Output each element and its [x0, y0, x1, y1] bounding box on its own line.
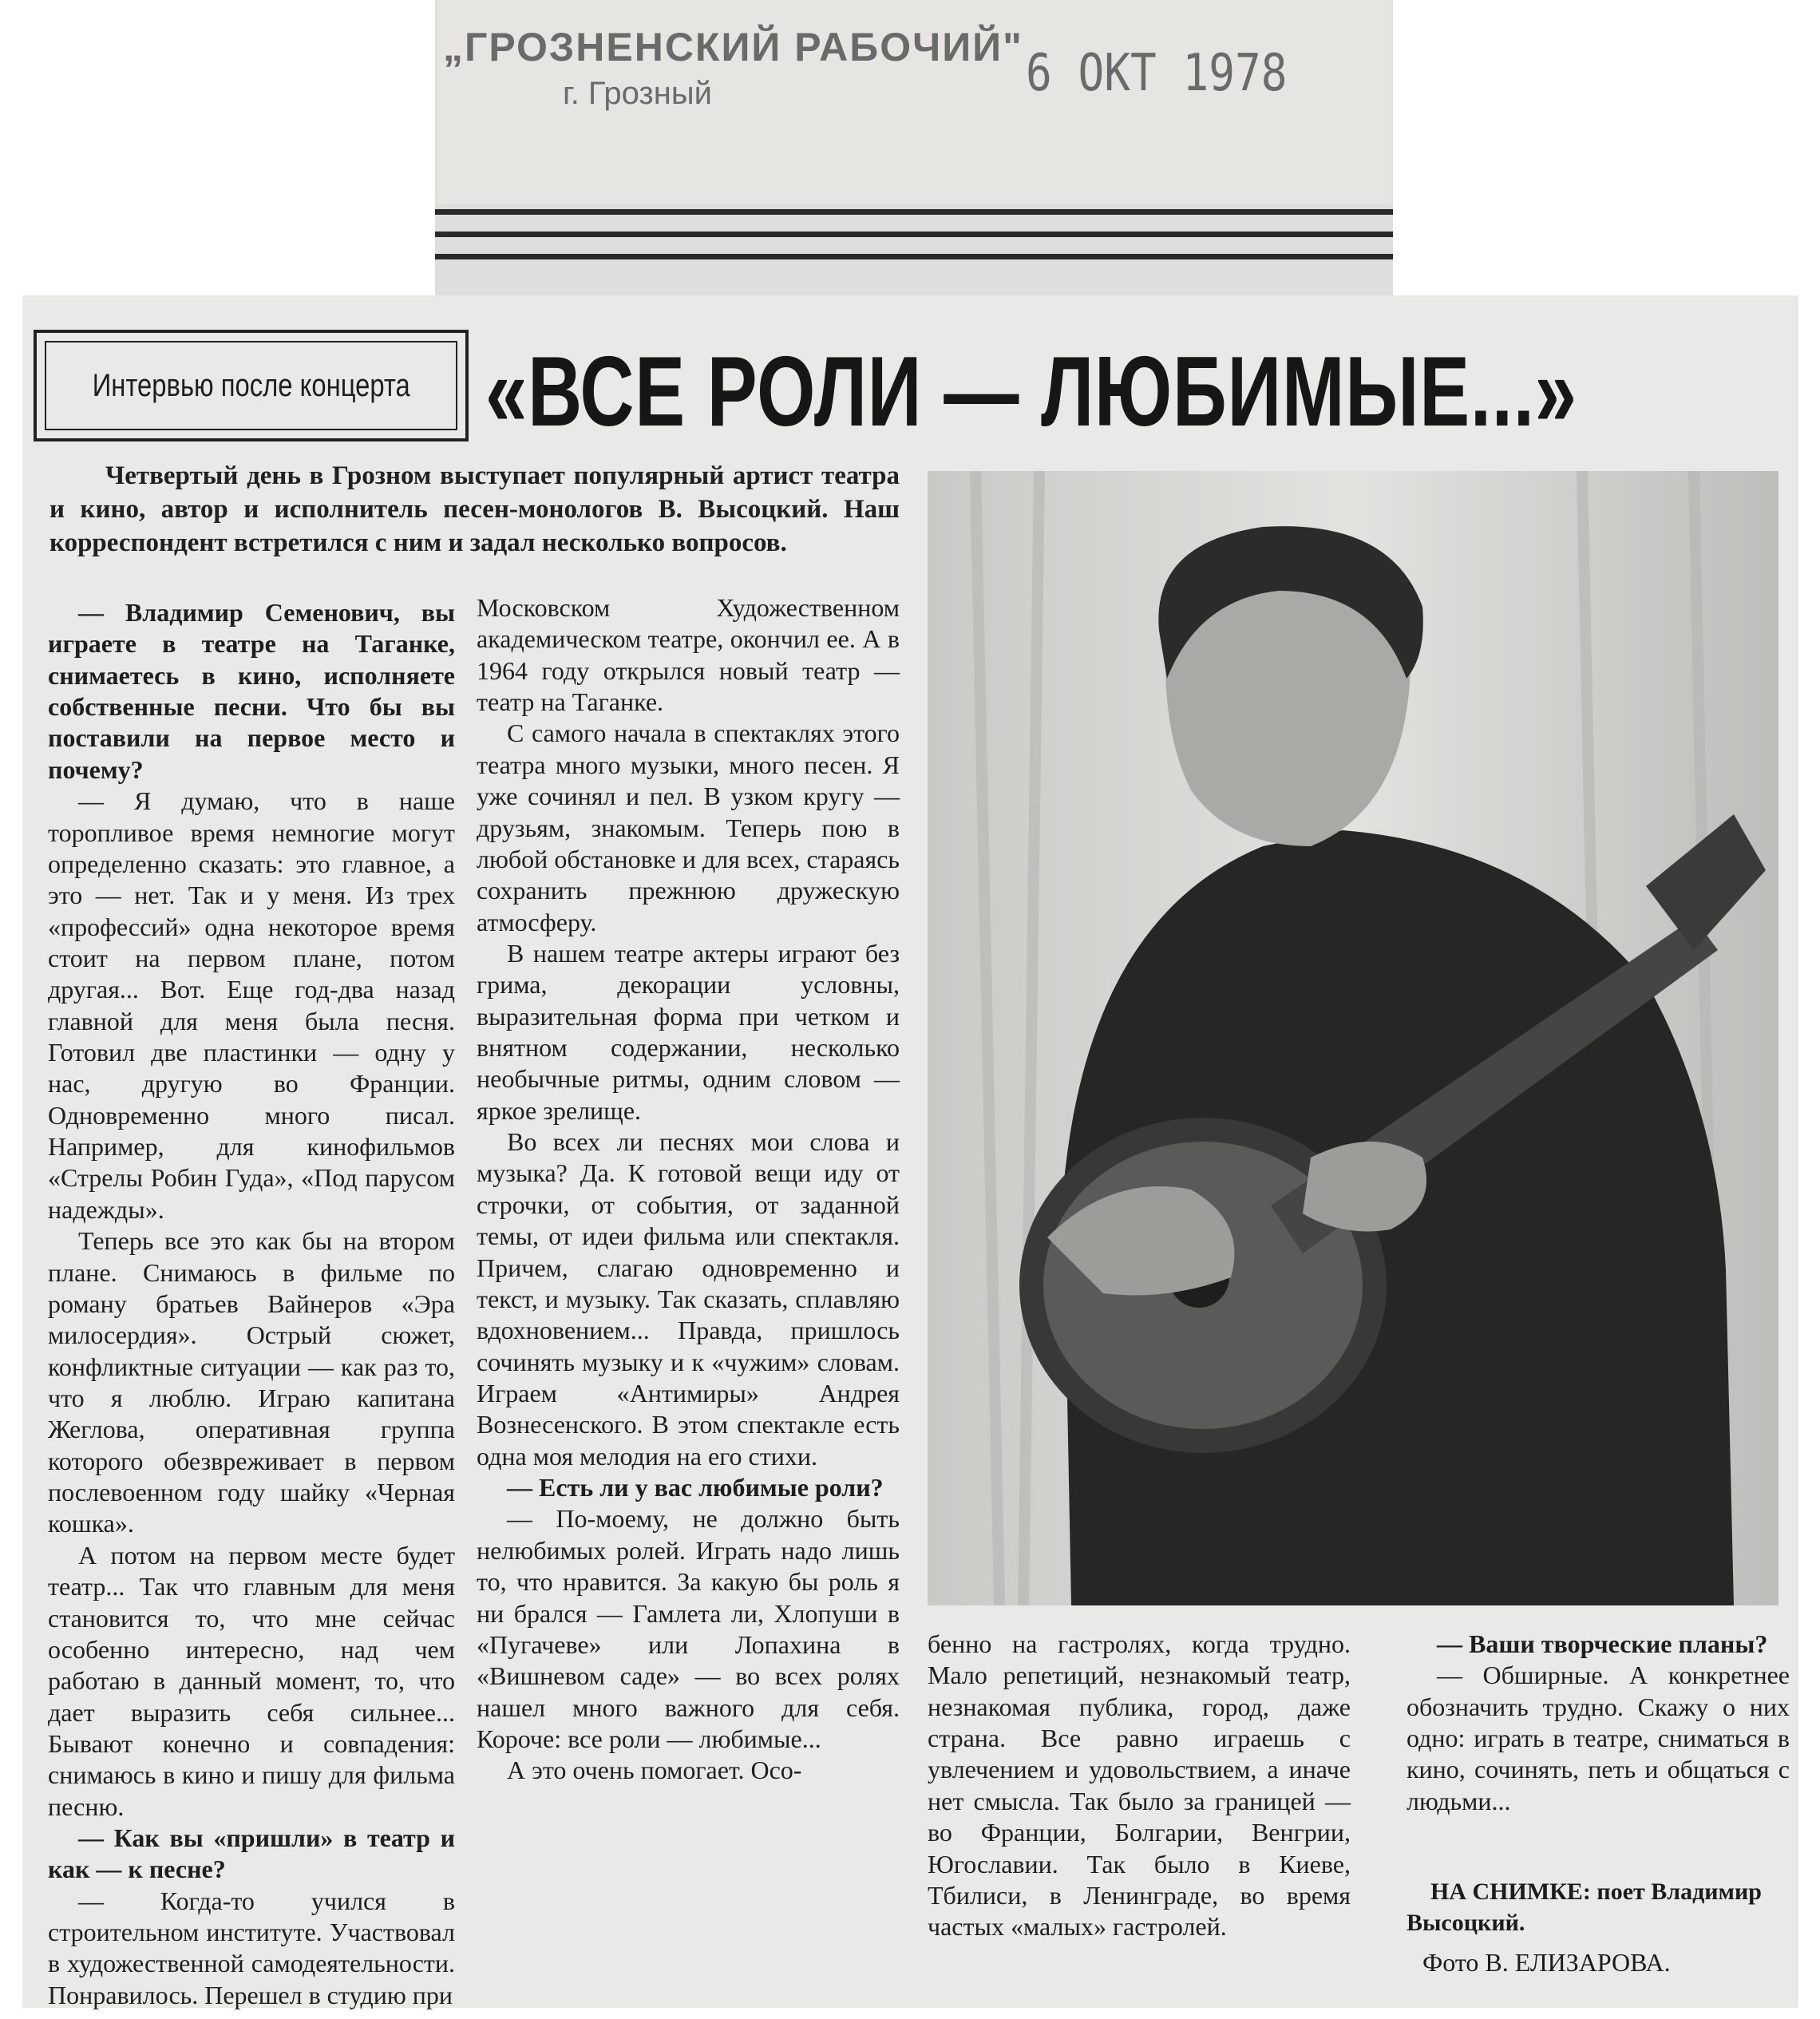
- answer-paragraph: Московском Художественном академическом театре, окончил ее. А в 1964 году открылся новый театр — театр на Таганке.: [477, 593, 900, 717]
- answer-paragraph: — Когда-то учился в строительном институте. Участвовал в художественной самодеятельности. Понравилось. Перешел в студию при: [48, 1886, 455, 2009]
- rubric-label: Интервью после концерта: [92, 367, 410, 403]
- city-name: г. Грозный: [563, 76, 712, 111]
- column-1: [48, 597, 455, 2011]
- rubric-box: [34, 330, 469, 441]
- answer-paragraph: С самого начала в спектаклях этого театра много музыки, много песен. Я уже сочинял и пел. В узком кругу — друзьям, знакомым. Теперь пою в любой обстановке и для всех, стараясь сохранить прежнюю дружескую атмосферу.: [477, 719, 900, 936]
- answer-paragraph: — Обширные. А конкретнее обозначить трудно. Скажу о них одно: играть в театре, сниматься в кино, сочинять, петь и общаться с людьми...: [1407, 1661, 1790, 1815]
- column-4: [1407, 1629, 1790, 1817]
- newspaper-name: „ГРОЗНЕНСКИЙ РАБОЧИЙ": [443, 25, 1023, 69]
- question: — Как вы «пришли» в театр и как — к песне?: [48, 1823, 455, 1884]
- lead-paragraph: Четвертый день в Грозном выступает популярный артист театра и кино, автор и исполнитель песен-монологов В. Высоцкий. Наш корреспондент встретился с ним и задал несколько вопросов.: [49, 461, 900, 558]
- stamp-rule: [435, 209, 1393, 215]
- answer-paragraph: В нашем театре актеры играют без грима, декорации условны, выразительная форма при четком и внятном содержании, несколько необычные ритмы, одним словом — яркое зрелище.: [477, 938, 900, 1125]
- question: — Владимир Семенович, вы играете в театре на Таганке, снимаетесь в кино, исполняете собственные песни. Что бы вы поставили на первое место и почему?: [48, 598, 455, 784]
- singer-with-guitar-illustration: [928, 471, 1778, 1605]
- question: — Есть ли у вас любимые роли?: [507, 1473, 884, 1502]
- answer-paragraph: А потом на первом месте будет театр... Так что главным для меня становится то, что мне сейчас особенно интересно, над чем работаю в данный момент, то, что дает выразить себя сильнее... Бывают конечно и совпадения: снимаюсь в кино и пишу для фильма песню.: [48, 1540, 455, 1821]
- photo-caption: НА СНИМКЕ: поет Владимир Высоцкий.: [1407, 1878, 1762, 1936]
- answer-paragraph: Во всех ли песнях мои слова и музыка? Да. К готовой вещи иду от строчки, от события, от заданной темы, от идеи фильма или спектакля. Причем, слагаю одновременно и текст, и музыку. Так сказать, сплавляю вдохновением... Правда, пришлось сочинять музыку и к «чужим» словам. Играем «Антимиры» Андрея Вознесенского. В этом спектакле есть одна моя мелодия на его стихи.: [477, 1127, 900, 1471]
- answer-paragraph: Теперь все это как бы на втором плане. Снимаюсь в фильме по роману братьев Вайнеров «Эра милосердия». Острый сюжет, конфликтные ситуации — как раз то, что я люблю. Играю капитана Жеглова, оперативная группа которого обезвреживает в первом послевоенном году шайку «Черная кошка».: [48, 1226, 455, 1538]
- photo-credit: Фото В. ЕЛИЗАРОВА.: [1422, 1948, 1671, 1977]
- answer-paragraph: бенно на гастролях, когда трудно. Мало репетиций, незнакомый театр, незнакомая публика, город, даже страна. Все равно играешь с увлечением и удовольствием, а иначе нет смысла. Так было за границей — во Франции, Болгарии, Венгрии, Югославии. Так было в Киеве, Тбилиси, в Ленинграде, во время частых «малых» гастролей.: [928, 1629, 1351, 1942]
- answer-paragraph: — По-моему, не должно быть нелюбимых ролей. Играть надо лишь то, что нравится. За какую бы роль я ни брался — Гамлета ли, Хлопуши в «Пугачеве» или Лопахина в «Вишневом саде» — во всех ролях нашел много важного для себя. Короче: все роли — любимые...: [477, 1504, 900, 1753]
- answer-paragraph: — Я думаю, что в наше торопливое время немногие могут определенно сказать: это главное, а это — нет. Так и у меня. Из трех «профессий» одна некоторое время стоит на первом плане, потом другая... Вот. Еще год-два назад главной для меня была песня. Готовил две пластинки — одну у нас, другую во Франции. Одновременно много писал. Например, для кинофильмов «Стрелы Робин Гуда», «Под парусом надежды».: [48, 786, 455, 1224]
- answer-paragraph: А это очень помогает. Осо-: [507, 1756, 802, 1785]
- question: — Ваши творческие планы?: [1437, 1629, 1768, 1658]
- singer-photo: [928, 471, 1778, 1605]
- column-3: [928, 1629, 1351, 1943]
- column-2: [477, 592, 900, 1787]
- stamp-rule: [435, 232, 1393, 237]
- stamp-rule: [435, 254, 1393, 259]
- stamp-date: 6 ОКТ 1978: [1026, 44, 1288, 103]
- headline: «ВСЕ РОЛИ — ЛЮБИМЫЕ...»: [485, 337, 1577, 447]
